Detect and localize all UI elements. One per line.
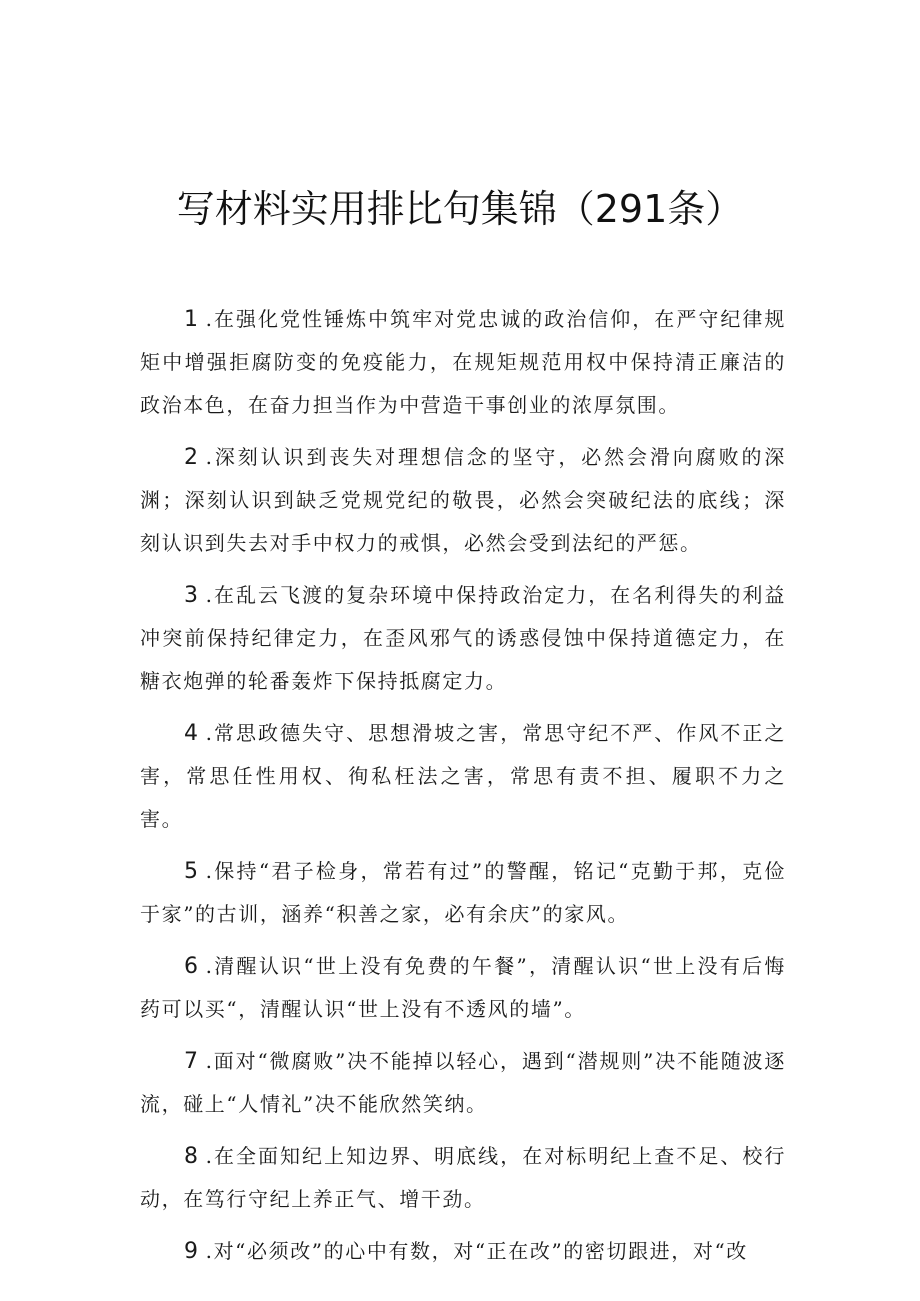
list-item bbox=[140, 945, 786, 1031]
item-number: 7 bbox=[184, 1049, 200, 1074]
list-item bbox=[140, 574, 786, 703]
item-text: .清醒认识“世上没有免费的午餐”，清醒认识“世上没有后悔药可以买“，清醒认识“世上没有不透风的墙”。 bbox=[140, 954, 786, 1021]
item-number: 1 bbox=[184, 307, 200, 332]
list-item bbox=[140, 298, 786, 427]
item-number: 9 bbox=[184, 1239, 200, 1264]
list-item bbox=[140, 712, 786, 841]
item-text: .深刻认识到丧失对理想信念的坚守，必然会滑向腐败的深渊；深刻认识到缺乏党规党纪的敬畏，必然会突破纪法的底线；深刻认识到失去对手中权力的戒惧，必然会受到法纪的严惩。 bbox=[140, 445, 786, 555]
item-number: 5 bbox=[184, 859, 200, 884]
item-text: .面对“微腐败”决不能掉以轻心，遇到“潜规则”决不能随波逐流，碰上“人情礼”决不能欣然笑纳。 bbox=[140, 1049, 786, 1116]
item-text: .常思政德失守、思想滑坡之害，常思守纪不严、作风不正之害，常思任性用权、徇私枉法之害，常思有责不担、履职不力之害。 bbox=[140, 721, 786, 831]
item-number: 8 bbox=[184, 1144, 200, 1169]
list-item bbox=[140, 436, 786, 565]
item-number: 4 bbox=[184, 721, 200, 746]
list-item bbox=[140, 1135, 786, 1221]
document-body bbox=[140, 298, 786, 1282]
item-text: .在强化党性锤炼中筑牢对党忠诚的政治信仰，在严守纪律规矩中增强拒腐防变的免疫能力，在规矩规范用权中保持清正廉洁的政治本色，在奋力担当作为中营造干事创业的浓厚氛围。 bbox=[140, 307, 786, 417]
item-text: .在乱云飞渡的复杂环境中保持政治定力，在名利得失的利益冲突前保持纪律定力，在歪风邪气的诱惑侵蚀中保持道德定力，在糖衣炮弹的轮番轰炸下保持抵腐定力。 bbox=[140, 583, 786, 693]
item-number: 3 bbox=[184, 583, 200, 608]
item-text: .保持“君子检身，常若有过”的警醒，铭记“克勤于邦，克俭于家”的古训，涵养“积善之家，必有余庆”的家风。 bbox=[140, 859, 786, 926]
item-number: 6 bbox=[184, 954, 200, 979]
item-text: .对“必须改”的心中有数，对“正在改”的密切跟进，对“改 bbox=[205, 1239, 748, 1263]
document-title: 写材料实用排比句集锦（291条） bbox=[176, 187, 744, 231]
item-number: 2 bbox=[184, 445, 200, 470]
item-text: .在全面知纪上知边界、明底线，在对标明纪上查不足、校行动，在笃行守纪上养正气、增干劲。 bbox=[140, 1144, 786, 1211]
list-item bbox=[140, 1230, 786, 1273]
list-item bbox=[140, 1040, 786, 1126]
list-item bbox=[140, 850, 786, 936]
